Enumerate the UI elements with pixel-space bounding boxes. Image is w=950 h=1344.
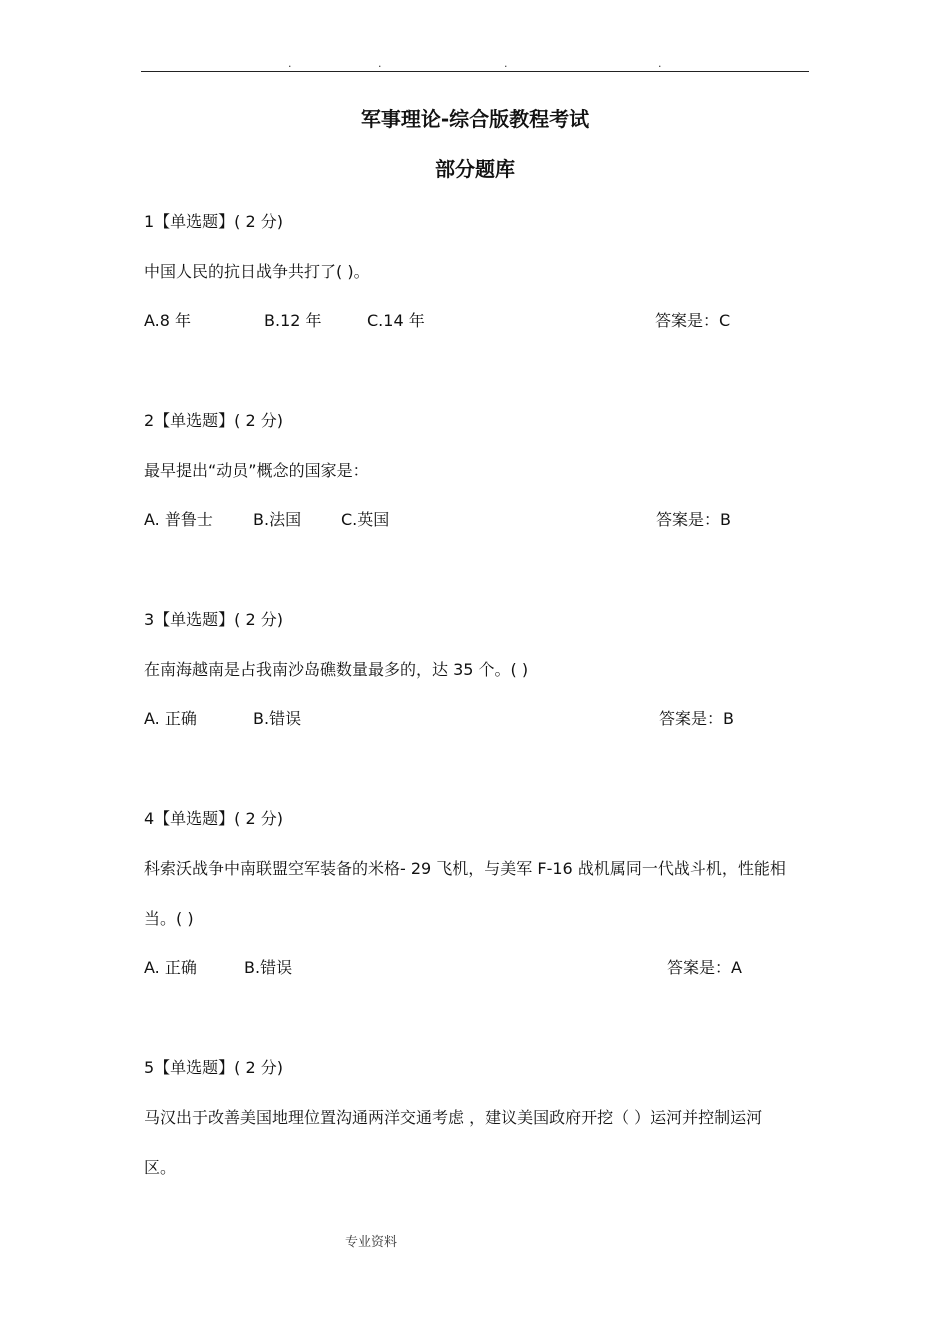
question-3-text: 在南海越南是占我南沙岛礁数量最多的，达 35 个。( ): [144, 660, 529, 679]
question-2-option-b: B.法国: [253, 510, 302, 529]
question-3-option-a: A. 正确: [144, 709, 197, 728]
question-1-head: 1【单选题】( 2 分): [144, 212, 284, 231]
question-5-text-line-2: 区。: [144, 1158, 177, 1177]
question-5-head: 5【单选题】( 2 分): [144, 1058, 284, 1077]
question-4-head: 4【单选题】( 2 分): [144, 809, 284, 828]
header-dot: .: [378, 57, 382, 70]
question-5-text-line-1: 马汉出于改善美国地理位置沟通两洋交通考虑 ，建议美国政府开挖（ ）运河并控制运河: [144, 1108, 763, 1127]
question-2-option-c: C.英国: [341, 510, 390, 529]
question-4-text-line-2: 当。( ): [144, 909, 194, 928]
document-subtitle: 部分题库: [435, 157, 515, 181]
footer-label: 专业资料: [345, 1235, 398, 1250]
question-4-option-a: A. 正确: [144, 958, 197, 977]
question-4-option-b: B.错误: [244, 958, 293, 977]
question-2-option-a: A. 普鲁士: [144, 510, 213, 529]
question-1-text: 中国人民的抗日战争共打了( )。: [144, 262, 370, 281]
question-3-head: 3【单选题】( 2 分): [144, 610, 284, 629]
question-3-answer: 答案是：B: [659, 709, 734, 728]
question-4-text-line-1: 科索沃战争中南联盟空军装备的米格- 29 飞机，与美军 F-16 战机属同一代战斗机，性能相: [144, 859, 786, 878]
question-2-answer: 答案是：B: [656, 510, 731, 529]
header-dot: .: [658, 57, 662, 70]
question-1-answer: 答案是：C: [655, 311, 731, 330]
question-1-option-a: A.8 年: [144, 311, 192, 330]
header-dot: .: [288, 57, 292, 70]
header-dot: .: [504, 57, 508, 70]
question-3-option-b: B.错误: [253, 709, 302, 728]
question-1-option-c: C.14 年: [367, 311, 425, 330]
question-2-text: 最早提出“动员”概念的国家是：: [144, 461, 369, 480]
question-1-option-b: B.12 年: [264, 311, 322, 330]
question-2-head: 2【单选题】( 2 分): [144, 411, 284, 430]
header-rule: [141, 71, 809, 72]
document-title: 军事理论-综合版教程考试: [360, 107, 590, 131]
question-4-answer: 答案是：A: [667, 958, 742, 977]
